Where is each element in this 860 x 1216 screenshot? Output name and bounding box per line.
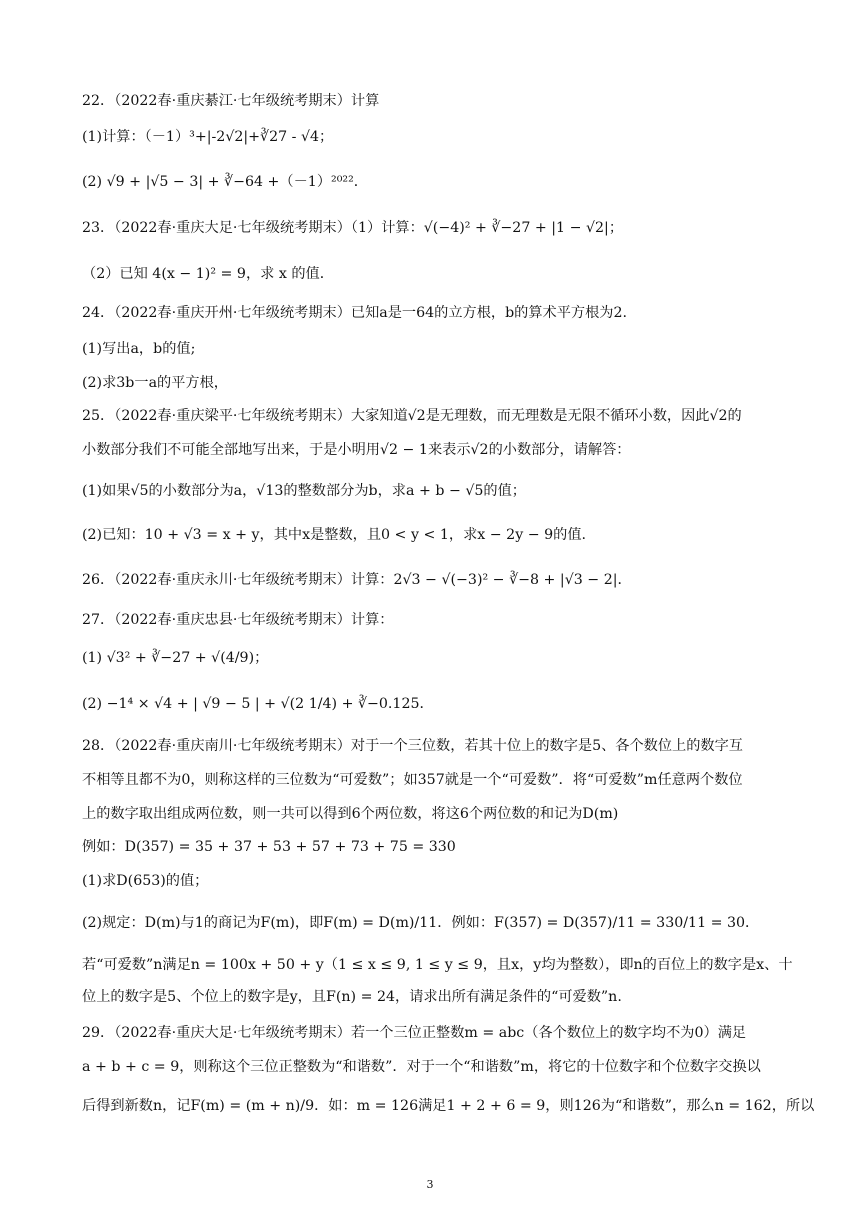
question-24-part-2: (2)求3b一a的平方根， bbox=[82, 375, 228, 391]
question-23-header: 23．（2022春·重庆大足·七年级统考期末）（1）计算：√(−4)² + ∛−27 + |1 − √2|； bbox=[82, 220, 624, 236]
question-22-part-2: (2) √9 + |√5 − 3| + ∛−64 +（－1）²⁰²²． bbox=[82, 174, 368, 190]
question-26: 26．（2022春·重庆永川·七年级统考期末）计算：2√3 − √(−3)² − ∛−8 + |√3 − 2|． bbox=[82, 572, 632, 588]
question-28-header: 28．（2022春·重庆南川·七年级统考期末）对于一个三位数，若其十位上的数字是5、各个数位上的数字互 bbox=[82, 738, 743, 754]
question-29-header: 29．（2022春·重庆大足·七年级统考期末）若一个三位正整数m = abc（各个数位上的数字均不为0）满足 bbox=[82, 1025, 747, 1041]
question-25-part-1: (1)如果√5的小数部分为a，√13的整数部分为b，求a + b − √5的值； bbox=[82, 483, 526, 499]
question-25-header: 25．（2022春·重庆梁平·七年级统考期末）大家知道√2是无理数，而无理数是无限不循环小数，因此√2的 bbox=[82, 408, 742, 424]
page-number: 3 bbox=[426, 1178, 434, 1191]
question-27-part-2: (2) −1⁴ × √4 + | √9 − 5 | + √(2 1/4) + ∛−0.125． bbox=[82, 696, 434, 712]
question-22-part-1: (1)计算：（－1）³+|-2√2|+∛27 - √4； bbox=[82, 129, 334, 145]
question-28-part-2: (2)规定：D(m)与1的商记为F(m)，即F(m) = D(m)/11．例如：F(357) = D(357)/11 = 330/11 = 30． bbox=[82, 915, 760, 931]
question-29-line-2: a + b + c = 9，则称这个三位正整数为“和谐数”．对于一个“和谐数”m，将它的十位数字和个位数字交换以 bbox=[82, 1059, 761, 1075]
question-24-part-1: (1)写出a，b的值; bbox=[82, 341, 196, 357]
question-23-part-2: （2）已知 4(x − 1)² = 9，求 x 的值． bbox=[82, 266, 334, 282]
question-28-part-2-line-2: 若“可爱数”n满足n = 100x + 50 + y（1 ≤ x ≤ 9, 1 ≤ y ≤ 9，且x，y均为整数），即n的百位上的数字是x、十 bbox=[82, 957, 793, 973]
question-25-part-2: (2)已知：10 + √3 = x + y，其中x是整数，且0 < y < 1，求x − 2y − 9的值. bbox=[82, 527, 587, 543]
question-28-example: 例如：D(357) = 35 + 37 + 53 + 57 + 73 + 75 = 330 bbox=[82, 839, 456, 855]
question-28-part-1: (1)求D(653)的值； bbox=[82, 873, 209, 889]
question-24-header: 24．（2022春·重庆开州·七年级统考期末）已知a是一64的立方根，b的算术平方根为2. bbox=[82, 305, 628, 321]
question-22-header: 22．（2022春·重庆綦江·七年级统考期末）计算 bbox=[82, 93, 380, 109]
question-27-header: 27．（2022春·重庆忠县·七年级统考期末）计算： bbox=[82, 612, 394, 628]
question-27-part-1: (1) √3² + ∛−27 + √(4/9)； bbox=[82, 650, 269, 666]
question-28-line-3: 上的数字取出组成两位数，则一共可以得到6个两位数，将这6个两位数的和记为D(m) bbox=[82, 806, 619, 822]
question-28-line-2: 不相等且都不为0，则称这样的三位数为“可爱数”；如357就是一个“可爱数”．将“可爱数”m任意两个数位 bbox=[82, 772, 743, 788]
question-29-line-3: 后得到新数n，记F(m) = (m + n)/9．如：m = 126满足1 + 2 + 6 = 9，则126为“和谐数”，那么n = 162，所以 bbox=[82, 1098, 815, 1114]
question-28-part-2-line-3: 位上的数字是5、个位上的数字是y，且F(n) = 24，请求出所有满足条件的“可爱数”n. bbox=[82, 989, 622, 1005]
question-25-line-2: 小数部分我们不可能全部地写出来，于是小明用√2 − 1来表示√2的小数部分，请解答： bbox=[82, 442, 631, 458]
